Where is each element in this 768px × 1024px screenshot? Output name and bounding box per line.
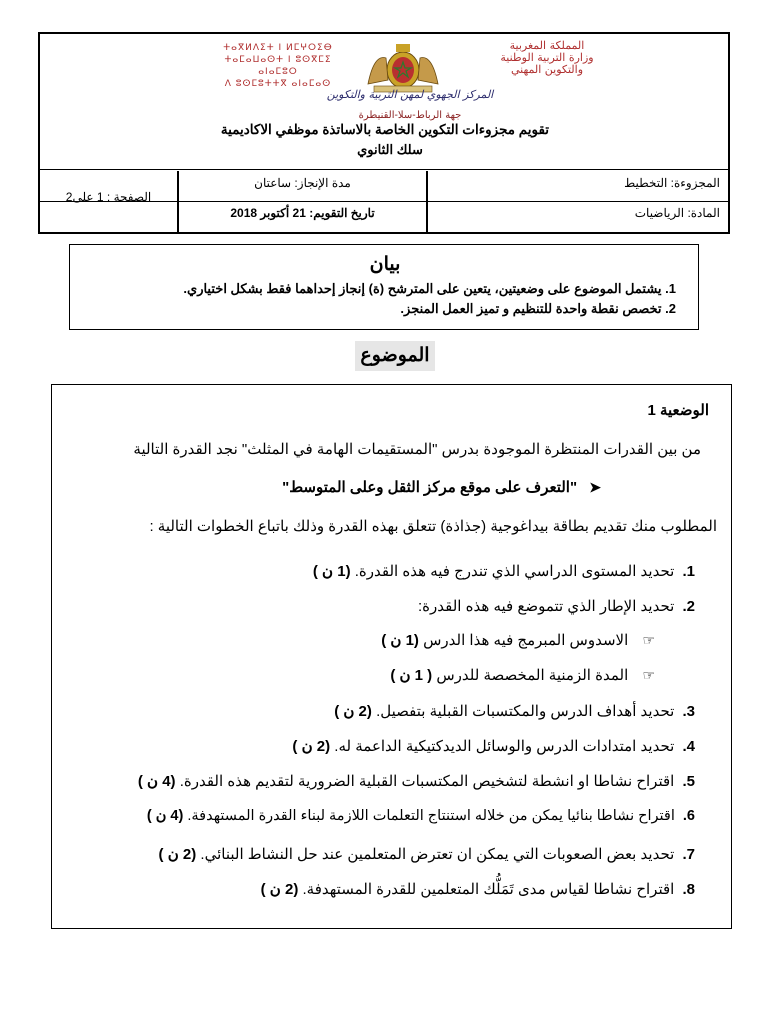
region-name: جهة الرباط-سلا-القنيطرة	[358, 110, 462, 121]
task-points: (2 ن )	[260, 881, 299, 898]
task-subitem	[381, 631, 655, 649]
module-label: المجزوءة: التخطيط	[624, 176, 720, 190]
task-points: (4 ن )	[146, 808, 184, 824]
task-item	[147, 808, 695, 824]
task-text: اقتراح نشاطا بنائيا يمكن من خلاله استنتاج التعلمات اللازمة لبناء القدرة المستهدفة.	[187, 808, 675, 824]
task-number: 1.	[682, 563, 695, 580]
task-subitem	[390, 666, 655, 684]
task-number: 8.	[682, 881, 695, 898]
task-points: (2 ن )	[292, 738, 331, 755]
situation-intro: من بين القدرات المنتظرة الموجودة بدرس "المستقيمات الهامة في المثلث" نجد القدرة التالية	[133, 441, 701, 458]
hand-pointer-icon: ☞	[642, 667, 655, 683]
institution-line: والتكوين المهني	[510, 63, 584, 76]
task-points: (1 ن )	[312, 563, 351, 580]
task-number: 2.	[682, 598, 695, 615]
task-text: تحديد الإطار الذي تتموضع فيه هذه القدرة:	[418, 598, 675, 615]
subject-title: الموضوع	[355, 341, 435, 371]
task-points: (2 ن )	[334, 703, 372, 720]
task-text: تحديد أهداف الدرس والمكتسبات القبلية بتفصيل.	[376, 703, 675, 720]
task-number: 4.	[682, 738, 695, 755]
institution-line: ⵜⴰⵎⴰⵡⴰⵙⵜ ⵏ ⵓⵙⴳⵎⵉ ⴰⵏⴰⵎⵓⵔ	[224, 55, 332, 77]
info-grid	[40, 171, 728, 232]
page-title: تقويم مجزوءات التكوين الخاصة بالاساتذة موظفي الاكاديمية	[220, 122, 550, 137]
task-points: (1 ن )	[381, 632, 419, 649]
institution-line: ⴷ ⵓⵙⵎⵓⵜⵜⴳ ⴰⵏⴰⵎⴰⵙ	[224, 79, 332, 89]
task-item	[313, 562, 695, 580]
hand-pointer-icon: ☞	[642, 632, 655, 648]
task-text: تحديد بعض الصعوبات التي يمكن ان تعترض المتعلمين عند حل النشاط البنائي.	[200, 846, 675, 863]
situation-request: المطلوب منك تقديم بطاقة بيداغوجية (جذاذة) تتعلق بهذه القدرة وذلك باتباع الخطوات التالية :	[149, 518, 717, 535]
task-item	[292, 737, 695, 755]
institution-line: المملكة المغربية	[509, 39, 585, 52]
task-points: (2 ن )	[158, 846, 197, 863]
instructions-title: بيان	[369, 254, 401, 275]
instruction-item: 1. يشتمل الموضوع على وضعيتين، يتعين على المترشح (ة) إنجاز إحداهما فقط بشكل اختياري.	[183, 281, 676, 296]
subject-label: المادة: الرياضيات	[634, 206, 720, 220]
institution-line: وزارة التربية الوطنية	[500, 51, 594, 64]
capacity-text: "التعرف على موقع مركز الثقل وعلى المتوسط"	[282, 479, 578, 496]
task-item	[334, 702, 695, 720]
task-text: تحديد امتدادات الدرس والوسائل الديدكتيكية الداعمة له.	[334, 738, 675, 755]
task-item	[159, 845, 695, 863]
date-label: تاريخ التقويم: 21 أكتوبر 2018	[230, 206, 375, 220]
instruction-item: 2. تخصص نقطة واحدة للتنظيم و تميز العمل المنجز.	[400, 301, 676, 316]
task-number: 7.	[682, 846, 695, 863]
situation-title: الوضعية 1	[647, 402, 709, 419]
institution-line: ⵜⴰⴳⵍⴷⵉⵜ ⵏ ⵍⵎⵖⵔⵉⴱ	[223, 43, 333, 53]
task-number: 3.	[682, 703, 695, 720]
header-top	[40, 34, 728, 170]
task-item	[418, 597, 695, 615]
page-number: الصفحة : 1 على2	[65, 190, 152, 204]
task-text: الاسدوس المبرمج فيه هذا الدرس	[423, 632, 629, 649]
center-name: المركز الجهوي لمهن التربية والتكوين	[326, 88, 494, 101]
coat-of-arms-icon	[360, 40, 446, 94]
duration-label: مدة الإنجاز: ساعتان	[254, 176, 351, 190]
task-number: 6.	[682, 808, 695, 824]
task-text: تحديد المستوى الدراسي الذي تندرج فيه هذه القدرة.	[354, 563, 675, 580]
institution-tifinagh	[208, 42, 348, 90]
task-points: ( 1 ن )	[390, 667, 433, 684]
task-item	[261, 880, 695, 898]
institution-arabic	[472, 40, 622, 76]
task-number: 5.	[682, 773, 695, 790]
task-text: اقتراح نشاطا لقياس مدى تَمَلُّك المتعلمين للقدرة المستهدفة.	[302, 881, 675, 898]
cycle-label: سلك الثانوي	[357, 142, 423, 157]
capacity-line	[282, 478, 601, 496]
task-item	[138, 772, 695, 790]
task-text: اقتراح نشاطا او انشطة لتشخيص المكتسبات القبلية الضرورية لتقديم هذه القدرة.	[179, 773, 675, 790]
arrow-bullet-icon: ➤	[589, 479, 601, 495]
instructions-box	[69, 244, 699, 330]
task-text: المدة الزمنية المخصصة للدرس	[436, 667, 629, 684]
task-points: (4 ن )	[137, 773, 176, 790]
situation-box	[51, 384, 732, 929]
header-box	[38, 32, 730, 234]
